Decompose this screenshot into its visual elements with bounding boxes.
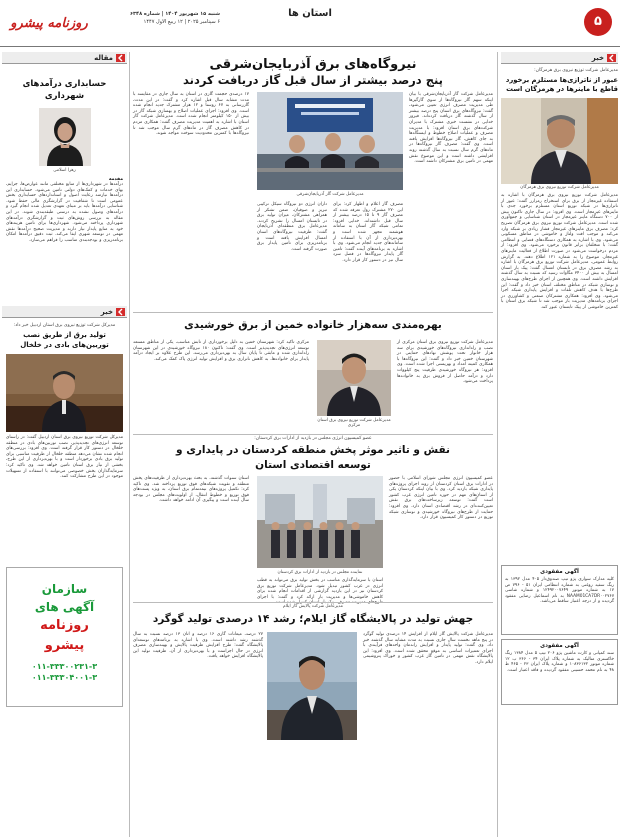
classified-ad-1-title: آگهی مفقودی <box>540 569 579 575</box>
story-3-col-a: عضو کمیسیون انرژی مجلس شورای اسلامی با حضور در ادارات برق استان کردستان از روند اجرای پروژه‌های پایداری شبکه بازدید کرد. وی با بیان اینکه کردستان یکی از استان‌های مهم در حوزه تامین انرژی غرب کشور است گفت: توسعه زیرساخت‌های برق نقش تعیین‌کننده‌ای در رشد اقتصادی استان دارد. وی افزود: حمایت از طرح‌های نیروگاه خورشیدی و نوسازی شبکه توزیع در دستور کار کمیسیون قرار دارد. <box>389 476 493 521</box>
section-title: استان ها <box>288 8 332 19</box>
masthead <box>0 0 620 50</box>
ad-line-4: پیشرو <box>44 638 85 653</box>
site-visit-group-icon <box>257 476 383 568</box>
left-news-section-header <box>2 306 127 318</box>
story-3-caption: نماینده مجلس در بازدید از ادارات برق کردستان <box>277 570 363 575</box>
chevron-left-icon <box>607 54 616 62</box>
date-line-2: ۶ سپتامبر ۲۰۲۵ | ۱۲ ربیع الاول ۱۴۴۷ <box>143 19 220 25</box>
ad-phone-1[interactable]: ۰۱۱-۳۳۳۰۰۲۳۱-۳ <box>31 662 98 671</box>
main-story-col-d: ۱۷ درصدی حجمت گازی در استان به سال جاری در مقایسه با مدت مشابه سال قبل اشاره کرد و گفت: در این مدت، گازرسانی به ۶۷ روستا و ۱۲ هزار مشترک جدید انجام شده است. وی افزود: اجرای عملیات اصلاح و بهسازی شبکه گاز در بیش از ۱۵۰ کیلومتر انجام شده است. مدیرعامل شرکت گاز استان با اشاره به اهمیت مدیریت مصرف گفت: همکاری مردم در کاهش مصرف گاز در ماه‌های گرم سال موجب شد تا نیروگاه‌ها با کمترین محدودیت سوخت مواجه شوند. <box>133 92 249 137</box>
story-4-photo <box>267 632 357 740</box>
right-news-section-label: خبر <box>591 54 604 62</box>
article-body: درآمدها در شهرداری‌ها از منابع مختلفی مانند عوارض‌ها، جرایم، بهای خدمات و کمک‌های دولتی تامین می‌شود. حسابداری این درآمدها نیازمند رعایت اصول و استانداردهای حسابداری بخش عمومی است تا شفافیت در گزارشگری مالی حفظ شود. شناسایی درآمدها باید بر مبنای تعهدی تعدیل شده انجام گیرد و درآمدهای وصول نشده به درستی طبقه‌بندی شوند. در این مقاله به بررسی روش‌های ثبت و گزارشگری درآمدهای شهرداری پرداخته می‌شود. شهرداری‌ها برای تامین هزینه‌های خود به منابع پایدار نیاز دارند و مدیریت صحیح درآمدها نقش مهمی در توسعه شهری ایفا می‌کند. ثبت دقیق درآمدها امکان برنامه‌ریزی و بودجه‌بندی مناسب را فراهم می‌سازد. <box>6 182 123 243</box>
masthead-rule <box>0 46 620 47</box>
right-news-kicker: مدیرعامل شرکت توزیع نیروی برق هرمزگان: <box>534 68 618 73</box>
main-story-col-c: داران انرژی دو نیروگاه سیکل ترکیبی تبریز و صوفیان، ضمن تشکر از همراهی مشترکان، میزان تولید برق در تابستان امسال را تشریح کردند. مدیرعامل برق منطقه‌ای آذربایجان گفت: ظرفیت نیروگاه‌های استان امسال افزایش یافته است و برنامه‌ریزی برای تامین پایدار برق صورت گرفته است. <box>257 202 327 252</box>
article-headline: حسابداری درآمدهای شهرداری <box>22 79 107 101</box>
right-news-section-header <box>501 52 618 64</box>
left-news-photo <box>6 354 123 432</box>
story-2-headline: بهره‌مندی سه‌هزار خانواده خمین از برق خورشیدی <box>184 319 442 331</box>
story-3-col-b: استان با سرمایه‌گذاری مناسب در بخش تولید برق می‌تواند به قطب انرژی در غرب کشور تبدیل شود. مدیرعامل شرکت توزیع برق کردستان نیز در این بازدید گزارشی از اقدامات انجام شده برای کاهش خاموشی‌ها و مدیریت بار ارائه کرد و گفت: با اجرای <box>257 578 383 600</box>
ad-line-2: آگهی های <box>34 600 95 614</box>
chevron-left-icon <box>116 308 125 316</box>
left-column <box>2 52 127 837</box>
director-portrait-icon <box>501 98 618 184</box>
article-intro: مقدمه <box>108 177 123 182</box>
story-3-photo <box>257 476 383 568</box>
chevron-left-icon <box>116 54 125 62</box>
advertising-box[interactable] <box>6 567 123 707</box>
story-3-headline-2: توسعه اقتصادی استان <box>255 459 371 471</box>
official-portrait-icon <box>317 340 391 416</box>
story-2-col-a: مدیرعامل شرکت توزیع نیروی برق استان مرکزی از نصب و راه‌اندازی نیروگاه‌های خورشیدی برای سه هزار خانوار تحت پوشش نهادهای حمایتی در شهرستان خمین خبر داد و گفت: این نیروگاه‌ها با همکاری کمیته امداد و بهزیستی اجرا شده است. وی افزود: هر نیروگاه خورشیدی ظرفیت پنج کیلووات دارد و درآمد حاصل از فروش برق به خانواده‌ها پرداخت می‌شود. <box>397 340 493 385</box>
story-2-col-b: مرکزی تاکید کرد: شهرستان خمین به دلیل برخورداری از تابش مناسب، یکی از مناطق مستعد توسعه انرژی‌های تجدیدپذیر است. وی گفت: تاکنون ۱۸۰ نیروگاه خورشیدی در این شهرستان راه‌اندازی شده و مابقی تا پایان سال به بهره‌برداری می‌رسد. این طرح علاوه بر ایجاد درآمد پایدار برای خانواده‌ها، به کاهش ناترازی برق و افزایش تولید انرژی پاک کمک می‌کند. <box>133 340 309 362</box>
story-4-top-caption: مدیرعامل شرکت پالایش گاز ایلام <box>283 604 343 609</box>
story-3-rule <box>133 434 493 435</box>
column-divider <box>497 52 498 837</box>
author-name: زهرا اسلامی <box>53 168 76 173</box>
story-2-photo <box>317 340 391 416</box>
center-column <box>133 52 493 837</box>
main-headline-2: پنج درصد بیشتر از سال قبل گاز دریافت کردند <box>182 73 444 87</box>
right-news-caption: مدیرعامل شرکت توزیع نیروی برق هرمزگان <box>520 185 599 190</box>
column-divider <box>129 52 130 837</box>
newspaper-logo[interactable] <box>5 8 93 40</box>
article-section-label: مقاله <box>94 54 113 62</box>
story-3-col-c: استان سنوات گذشته، به بحث بهره‌برداری از ظرفیت‌های پخش منطقه و تقویت شبکه‌های فوق توزیع پرداخته شد. وی تاکید کرد: تکمیل پروژه‌های نیمه‌تمام برق استان، به ویژه پست‌های فوق توزیع و خطوط انتقال، از اولویت‌های مجلس در بودجه سال آینده است و پیگیری آن ادامه خواهد داشت. <box>133 476 249 504</box>
author-photo <box>39 108 91 166</box>
ad-phone-2[interactable]: ۰۱۱-۳۳۳۰۴۰۰۱-۳ <box>31 673 98 682</box>
classified-ad-2-body: سند کمپانی و کارت ماشین پژو ۲۰۶ تیپ ۵ مدل ۱۳۸۴ رنگ خاکستری متالیک به شماره پلاک ایران ۳۴ - ۳۶۶ ب ۱۲ شماره موتور ۱۰۸۳۶۱۳۲ و شماره پلاک ایران ۲۳ - ۴۶۵ ط ۴۸ به نام محمد حسینی مفقود گردیده و فاقد اعتبار است. <box>505 651 615 673</box>
classified-ad-2[interactable] <box>501 639 618 705</box>
left-news-headline: تولید برق از طریق نصب توربین‌های بادی در خلخال <box>20 331 109 349</box>
story-4-col-a: مدیرعامل شرکت پالایش گاز ایلام از افزایش ۱۴ درصدی تولید گوگرد در پنج ماهه نخست سال جاری نسبت به مدت مشابه سال گذشته خبر داد. وی گفت: تولید پایدار و افزایش راندمان واحدهای فرآیندی با اجرای تعمیرات اساسی به موقع محقق شده است. وی افزود: این پالایشگاه نقش مهمی در تامین گاز غرب کشور و خوراک پتروشیمی ایلام دارد. <box>363 632 493 665</box>
date-line-1: شنبه ۱۵ شهریور ۱۴۰۴ | شماره ۶۳۴۸ <box>129 11 220 17</box>
ad-line-3: روزنامه <box>40 618 89 633</box>
main-headline-1: نیروگاه‌های برق آذربایجان‌شرقی <box>209 57 417 72</box>
classified-ad-1[interactable] <box>501 565 618 635</box>
refinery-manager-icon <box>267 632 357 740</box>
page-number: ۵ <box>594 14 602 29</box>
story-2-caption: مدیرعامل شرکت توزیع نیروی برق استان مرکزی <box>317 418 391 428</box>
story-3-headline-1: نقش و تاثیر موثر پخش منطقه کردستان در پایداری و <box>176 444 450 456</box>
press-conference-icon <box>257 92 403 190</box>
classified-ad-2-title: آگهی مفقودی <box>540 643 579 649</box>
classified-ad-1-body: کلیه مدارک سواری پژو تیپ صندوق‌دار ۴۰۵ مدل ۱۳۹۲ به رنگ سفید روغنی به شماره انتظامی ایران ۵۱ - ۷۹۶ ص ۱۷ به شماره موتور ۱۲۴۹۲۰۰۷۶۴۹ و شماره شاسی NAAM01CA7DR۰۰۲۷۶۷ به نام اسماعیل رضایی مفقود گردیده و از درجه اعتبار ساقط می‌باشد. <box>505 577 614 605</box>
logo-text: روزنامه پیشرو <box>10 16 88 31</box>
right-news-body: مدیرعامل شرکت توزیع نیروی برق هرمزگان با اشاره به استفاده غیرمجاز از برق برای استخراج رمزارز گفت: عبور از ناترازی‌ها در شبکه توزیع استان مستلزم برخورد جدی با ماینرهای غیرمجاز است. وی افزود: در سال جاری تاکنون بیش از ۷۰۰ دستگاه ماینر غیرمجاز در استان شناسایی و جمع‌آوری شده است. مدیرعامل شرکت توزیع نیروی برق هرمزگان تصریح کرد: مصرف برق ماینرهای غیرمجاز فشار زیادی بر شبکه وارد می‌کند و موجب افت ولتاژ و خاموشی در مناطق مسکونی می‌شود. وی با اشاره به همکاری دستگاه‌های قضایی و انتظامی گفت: با متخلفان برابر قانون برخورد می‌شود. وی افزود: از مردم درخواست می‌شود در صورت اطلاع از فعالیت ماینرهای غیرمجاز، موضوع را به شماره ۱۲۱ اطلاع دهند. به گزارش روابط عمومی، مدیرعامل شرکت توزیع برق هرمزگان با اشاره به رشد مصرف برق در تابستان امسال گفت: پیک بار استان امسال به بیش از ۳۴۰۰ مگاوات رسید که نسبت به سال گذشته افزایش داشته است. وی همچنین از اجرای طرح‌های بهینه‌سازی و نوسازی شبکه در مناطق مختلف استان خبر داد و گفت: این طرح‌ها با هدف کاهش تلفات و افزایش پایداری شبکه اجرا می‌شود. وی افزود: همکاری مشترکان صنعتی و کشاورزی در اجرای برنامه‌های مدیریت بار موجب شد تا شبکه برق استان با کمترین خاموشی از پیک تابستان عبور کند. <box>501 193 619 310</box>
left-news-section-label: خبر <box>100 308 113 316</box>
story-2-rule <box>133 312 493 313</box>
main-story-caption: مدیرعامل شرکت گاز آذربایجان‌شرقی <box>296 192 364 197</box>
article-section-header <box>2 52 127 64</box>
main-story-col-b: مصرف گاز اعلام و اظهار کرد: برای این ۲۷۰ مشترک رول تعرفه شده که مصرف گاز ۹ تا ۱۵ درصد بیشتر از سال قبل داشته‌اند. خدایی افزود: تمامی شبکه گاز استان به سامانه هوشمند مجهز شده است و بهره‌برداری از آن با استفاده از سامانه‌های جدید انجام می‌شود. وی با اشاره به برنامه‌های آینده گفت: تامین گاز پایدار نیروگاه‌ها در فصل سرد سال نیز در دستور کار قرار دارد. <box>333 202 403 263</box>
right-news-headline: عبور از ناترازی‌ها مستلزم برخورد قاطع با ماینرها در هرمزگان است <box>505 76 618 93</box>
main-story-col-a: مدیرعامل شرکت گاز آذربایجان‌شرقی با بیان اینکه سهم گاز نیروگاه‌ها از سوی گازگیرها طی مدیریت مصرف انرژی تعیین می‌شود، گفت: نیروگاه‌های برق استان پنج درصد بیشتر از سال گذشته گاز دریافت کرده‌اند. فیروز خدایی در نشست خبری مشترک با مدیران شرکت‌های برق استان افزود: با مدیریت مصرف و عملیات اصلاح خطوط و ایستگاه‌ها به جای کاهش، گاز نیروگاه‌ها افزایش یافته است. وی گفت: مصرف گاز نیروگاه‌ها در ماه‌های گرم سال نسبت به سال گذشته روند افزایشی داشته است و این موضوع نقش مهمی در تامین برق مشترکان داشته است. <box>409 92 493 165</box>
official-at-desk-icon <box>6 354 123 432</box>
ad-line-1: سازمان <box>41 582 88 596</box>
story-3-kicker: عضو کمیسیون انرژی مجلس در بازدید از ادارات برق کردستان: <box>254 436 372 441</box>
page-number-badge <box>584 8 612 36</box>
left-news-body: مدیرکل شرکت توزیع نیروی برق استان اردبیل گفت: در راستای توسعه انرژی‌های تجدیدپذیر، نصب توربین‌های بادی در منطقه خلخال در دستور کار قرار گرفته است. وی افزود: بررسی‌های انجام شده نشان می‌دهد منطقه خلخال از ظرفیت مناسبی برای تولید برق بادی برخوردار است و با بهره‌برداری از این طرح، بخشی از نیاز برق استان تامین خواهد شد. وی تاکید کرد: سرمایه‌گذاران بخش خصوصی می‌توانند با استفاده از تسهیلات موجود در این طرح مشارکت کنند. <box>6 435 123 480</box>
right-news-photo <box>501 98 618 184</box>
right-column <box>501 52 618 837</box>
story-4-col-b: ۲۷ درصد، میعانات گازی ۱۶ درصد و اتان ۱۳ درصد نسبت به سال گذشته رشد داشته است. وی با اشاره به برنامه‌های توسعه‌ای پالایشگاه گفت: طرح افزایش ظرفیت پالایش و بهینه‌سازی مصرف انرژی در حال اجراست و با بهره‌برداری از آن، ظرفیت تولید این پالایشگاه افزایش خواهد یافت. <box>133 632 263 660</box>
author-portrait-icon <box>39 108 91 166</box>
left-news-kicker: مدیرکل شرکت توزیع نیروی برق استان اردبیل خبر داد: <box>13 323 116 328</box>
issue-date <box>100 10 220 26</box>
story-4-rule <box>133 602 493 603</box>
main-story-photo <box>257 92 403 190</box>
story-4-headline: جهش تولید در پالایشگاه گاز ایلام؛ رشد ۱۴ درصدی تولید گوگرد <box>152 613 474 625</box>
